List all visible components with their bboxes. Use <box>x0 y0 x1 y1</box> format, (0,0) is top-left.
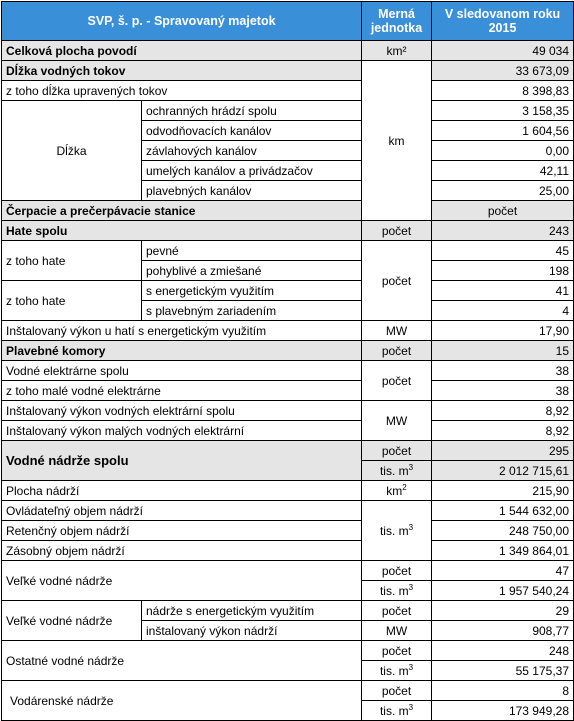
row-unit: MW <box>362 401 432 441</box>
header-unit: Merná jednotka <box>362 2 432 41</box>
row-sublabel: ochranných hrádzí spolu <box>142 101 362 121</box>
table-row <box>2 321 574 341</box>
row-value: 8,92 <box>432 401 574 421</box>
unit-exponent: 2 <box>402 482 407 492</box>
row-sublabel: umelých kanálov a privádzačov <box>142 161 362 181</box>
row-label: Vodné elektrárne spolu <box>2 361 362 381</box>
table-row <box>2 361 574 381</box>
row-unit: počet <box>432 201 574 221</box>
row-label: Vodárenské nádrže <box>2 681 362 721</box>
row-sublabel: odvodňovacích kanálov <box>142 121 362 141</box>
row-value: 8 <box>432 681 574 701</box>
row-value: 2 012 715,61 <box>432 461 574 481</box>
row-unit <box>362 481 432 501</box>
row-unit: počet <box>362 441 432 461</box>
table-row <box>2 281 574 301</box>
row-label: Plocha nádrží <box>2 481 362 501</box>
row-unit: MW <box>362 621 432 641</box>
row-value: 8 398,83 <box>432 81 574 101</box>
table-row <box>2 501 574 521</box>
table-row <box>2 561 574 581</box>
table-row <box>2 241 574 261</box>
row-label: Ovládateľný objem nádrží <box>2 501 362 521</box>
row-label: Ostatné vodné nádrže <box>2 641 362 681</box>
row-label: Inštalovaný výkon u hatí s energetickým využitím <box>2 321 362 341</box>
row-value: 1 957 540,24 <box>432 581 574 601</box>
row-label: Inštalovaný výkon vodných elektrární spolu <box>2 401 362 421</box>
row-label: Hate spolu <box>2 221 362 241</box>
row-sublabel: plavebných kanálov <box>142 181 362 201</box>
row-value: 908,77 <box>432 621 574 641</box>
row-value: 4 <box>432 301 574 321</box>
row-unit: počet <box>362 561 432 581</box>
row-label: Dĺžka vodných tokov <box>2 61 362 81</box>
unit-text: tis. m <box>379 663 409 678</box>
row-sublabel: závlahových kanálov <box>142 141 362 161</box>
row-label: Zásobný objem nádrží <box>2 541 362 561</box>
row-unit: počet <box>362 361 432 401</box>
table-row <box>2 81 574 101</box>
table-row <box>2 341 574 361</box>
table-row <box>2 641 574 661</box>
row-value: 42,11 <box>432 161 574 181</box>
row-label: Inštalovaný výkon malých vodných elektrární <box>2 421 362 441</box>
unit-exponent: 3 <box>408 582 414 592</box>
row-value: 248 750,00 <box>432 521 574 541</box>
row-value: 38 <box>432 361 574 381</box>
row-value: 248 <box>432 641 574 661</box>
row-value: 45 <box>432 241 574 261</box>
row-unit: MW <box>362 321 432 341</box>
table-row <box>2 601 574 621</box>
row-sublabel: inštalovaný výkon nádrží <box>142 621 362 641</box>
table-row <box>2 521 574 541</box>
row-label: Vodné nádrže spolu <box>2 441 362 481</box>
row-sublabel: s plavebným zariadením <box>142 301 362 321</box>
row-value: 1 604,56 <box>432 121 574 141</box>
table-row <box>2 481 574 501</box>
group-label: z toho hate <box>2 281 142 321</box>
row-unit: počet <box>362 241 432 321</box>
row-unit <box>362 581 432 601</box>
row-value: 243 <box>432 221 574 241</box>
row-value: 1 349 864,01 <box>432 541 574 561</box>
row-sublabel: pohyblivé a zmiešané <box>142 261 362 281</box>
group-label: z toho hate <box>2 241 142 281</box>
unit-text: tis. m <box>379 523 409 538</box>
row-value: 0,00 <box>432 141 574 161</box>
unit-text: tis. m <box>379 463 409 478</box>
row-label: Plavebné komory <box>2 341 362 361</box>
unit-exponent: 3 <box>408 522 414 532</box>
row-label: z toho malé vodné elektrárne <box>2 381 362 401</box>
row-value: 55 175,37 <box>432 661 574 681</box>
row-value: 8,92 <box>432 421 574 441</box>
row-value: 295 <box>432 441 574 461</box>
table-header <box>2 2 574 41</box>
table-row <box>2 541 574 561</box>
table-row <box>2 401 574 421</box>
row-unit <box>362 661 432 681</box>
row-value: 33 673,09 <box>432 61 574 81</box>
row-value: 47 <box>432 561 574 581</box>
unit-text: tis. m <box>379 583 409 598</box>
row-value: 29 <box>432 601 574 621</box>
row-value: 25,00 <box>432 181 574 201</box>
table-row <box>2 101 574 121</box>
row-value: 15 <box>432 341 574 361</box>
unit-exponent: 3 <box>408 462 414 472</box>
row-value: 3 158,35 <box>432 101 574 121</box>
row-unit: počet <box>362 221 432 241</box>
assets-table <box>1 1 574 721</box>
row-value: 38 <box>432 381 574 401</box>
row-unit: počet <box>362 641 432 661</box>
table-row <box>2 221 574 241</box>
row-unit: počet <box>362 341 432 361</box>
unit-text: km <box>386 483 403 498</box>
row-label: Veľké vodné nádrže <box>2 561 362 601</box>
table-row <box>2 41 574 61</box>
unit-exponent: 3 <box>408 662 414 672</box>
row-label: Retenčný objem nádrží <box>2 521 362 541</box>
table-row <box>2 681 574 701</box>
row-unit: počet <box>362 601 432 621</box>
group-label: Veľké vodné nádrže <box>2 601 142 641</box>
header-year: V sledovanom roku 2015 <box>432 2 574 41</box>
row-value: 173 949,28 <box>432 701 574 721</box>
header-title: SVP, š. p. - Spravovaný majetok <box>2 2 362 41</box>
row-value: 215,90 <box>432 481 574 501</box>
row-unit: počet <box>362 681 432 701</box>
row-sublabel: pevné <box>142 241 362 261</box>
row-unit <box>362 461 432 481</box>
row-value: 49 034 <box>432 41 574 61</box>
row-sublabel: s energetickým využitím <box>142 281 362 301</box>
row-unit: km² <box>362 41 432 61</box>
row-value: 198 <box>432 261 574 281</box>
row-label: z toho dĺžka upravených tokov <box>2 81 362 101</box>
row-unit <box>362 501 432 561</box>
row-value: 17,90 <box>432 321 574 341</box>
group-label: Dĺžka <box>2 101 142 201</box>
row-label: Čerpacie a prečerpávacie stanice <box>2 201 362 221</box>
row-value: 1 544 632,00 <box>432 501 574 521</box>
row-unit: km <box>362 61 432 221</box>
table-row <box>2 381 574 401</box>
unit-exponent: 3 <box>408 702 414 712</box>
row-value: 41 <box>432 281 574 301</box>
table-row <box>2 421 574 441</box>
unit-text: tis. m <box>379 703 409 718</box>
table-row <box>2 61 574 81</box>
row-sublabel: nádrže s energetickým využitím <box>142 601 362 621</box>
row-label: Celková plocha povodí <box>2 41 362 61</box>
table-row <box>2 201 574 221</box>
table-row <box>2 441 574 461</box>
